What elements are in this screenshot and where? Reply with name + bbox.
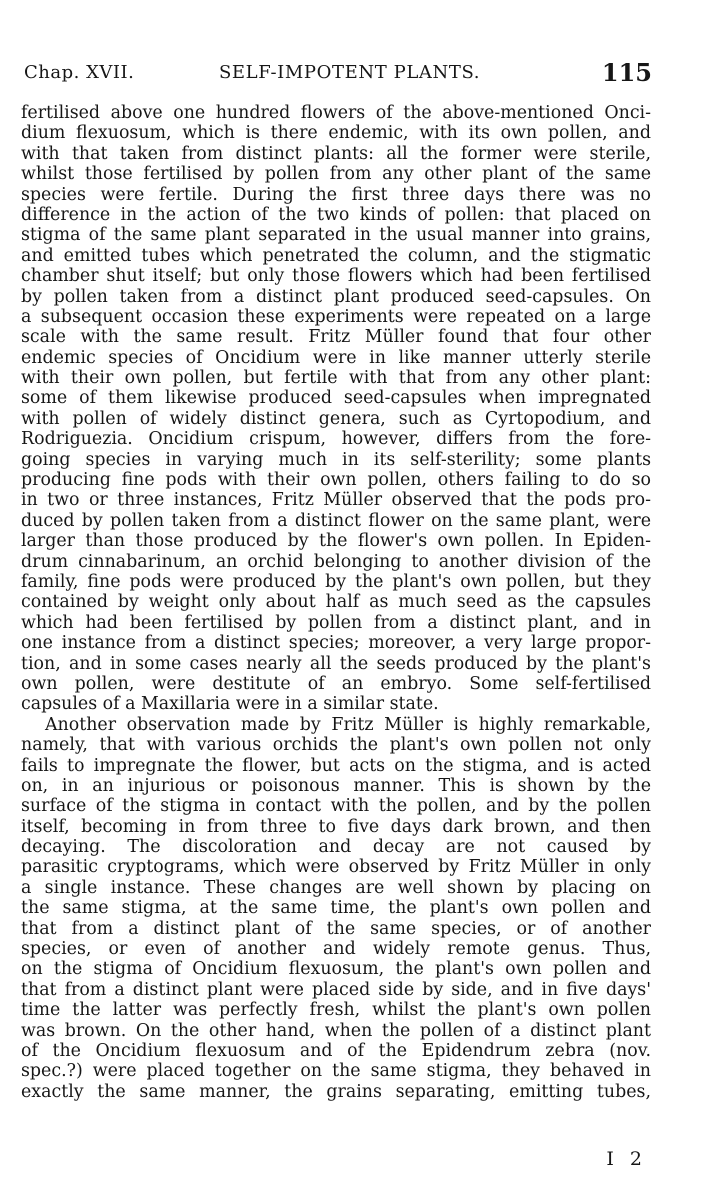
text-line: producing fine pods with their own pollen, others failing to do so [21, 470, 651, 491]
text-line: a subsequent occasion these experiments were repeated on a large [21, 306, 651, 327]
text-line: which had been fertilised by pollen from a distinct plant, and in [21, 612, 651, 633]
text-line: species, or even of another and widely remote genus. Thus, [21, 939, 651, 960]
paragraph [21, 715, 651, 1102]
text-line: on, in an injurious or poisonous manner. This is shown by the [21, 775, 651, 796]
text-line: decaying. The discoloration and decay are not caused by [21, 837, 651, 858]
running-header [24, 58, 652, 88]
text-line: scale with the same result. Fritz Müller found that four other [21, 327, 651, 348]
text-line: time the latter was perfectly fresh, whilst the plant's own pollen [21, 1000, 651, 1021]
text-line: species were fertile. During the first three days there was no [21, 184, 651, 205]
text-line: by pollen taken from a distinct plant produced seed-capsules. On [21, 286, 651, 307]
text-line: namely, that with various orchids the plant's own pollen not only [21, 735, 651, 756]
paragraph [21, 103, 651, 715]
page-number: 115 [601, 58, 652, 87]
text-line: larger than those produced by the flower's own pollen. In Epiden- [21, 531, 651, 552]
text-line: surface of the stigma in contact with the pollen, and by the pollen [21, 796, 651, 817]
text-line: with pollen of widely distinct genera, such as Cyrtopodium, and [21, 408, 651, 429]
text-line: that from a distinct plant of the same species, or of another [21, 918, 651, 939]
text-line: Rodriguezia. Oncidium crispum, however, differs from the fore- [21, 429, 651, 450]
text-line: a single instance. These changes are well shown by placing on [21, 877, 651, 898]
text-line: drum cinnabarinum, an orchid belonging to another division of the [21, 551, 651, 572]
text-line: one instance from a distinct species; moreover, a very large propor- [21, 633, 651, 654]
chapter-label: Chap. XVII. [24, 62, 135, 83]
text-line: was brown. On the other hand, when the pollen of a distinct plant [21, 1020, 651, 1041]
text-line: and emitted tubes which penetrated the column, and the stigmatic [21, 245, 651, 266]
text-line: Another observation made by Fritz Müller is highly remarkable, [45, 714, 651, 735]
text-line: that from a distinct plant were placed side by side, and in five days' [21, 979, 651, 1000]
text-line: difference in the action of the two kinds of pollen: that placed on [21, 204, 651, 225]
text-line: with that taken from distinct plants: all the former were sterile, [21, 143, 651, 164]
text-line: whilst those fertilised by pollen from any other plant of the same [21, 164, 651, 185]
text-line: family, fine pods were produced by the plant's own pollen, but they [21, 571, 651, 592]
text-line: fails to impregnate the flower, but acts on the stigma, and is acted [21, 755, 651, 776]
signature-mark: I 2 [606, 1148, 647, 1170]
text-line: on the stigma of Oncidium flexuosum, the plant's own pollen and [21, 959, 651, 980]
text-line: itself, becoming in from three to five days dark brown, and then [21, 816, 651, 837]
text-line: stigma of the same plant separated in the usual manner into grains, [21, 225, 651, 246]
text-line: spec.?) were placed together on the same stigma, they behaved in [21, 1061, 651, 1082]
text-line: tion, and in some cases nearly all the seeds produced by the plant's [21, 653, 651, 674]
text-line: with their own pollen, but fertile with that from any other plant: [21, 368, 651, 389]
text-line: chamber shut itself; but only those flowers which had been fertilised [21, 266, 651, 287]
body-text [21, 103, 651, 1102]
text-line: going species in varying much in its self-sterility; some plants [21, 449, 651, 470]
text-line: contained by weight only about half as much seed as the capsules [21, 592, 651, 613]
text-line: the same stigma, at the same time, the plant's own pollen and [21, 898, 651, 919]
text-line: capsules of a Maxillaria were in a similar state. [21, 694, 439, 715]
text-line: some of them likewise produced seed-capsules when impregnated [21, 388, 651, 409]
text-line: endemic species of Oncidium were in like manner utterly sterile [21, 347, 651, 368]
running-title: SELF-IMPOTENT PLANTS. [219, 62, 481, 83]
text-line: in two or three instances, Fritz Müller observed that the pods pro- [21, 490, 651, 511]
text-line: of the Oncidium flexuosum and of the Epidendrum zebra (nov. [21, 1040, 651, 1061]
text-line: dium flexuosum, which is there endemic, with its own pollen, and [21, 123, 651, 144]
text-line: own pollen, were destitute of an embryo. Some self-fertilised [21, 673, 651, 694]
text-line: exactly the same manner, the grains separating, emitting tubes, [21, 1081, 651, 1102]
text-line: parasitic cryptograms, which were observed by Fritz Müller in only [21, 857, 651, 878]
text-line: duced by pollen taken from a distinct flower on the same plant, were [21, 510, 651, 531]
text-line: fertilised above one hundred flowers of the above-mentioned Onci- [21, 103, 651, 123]
